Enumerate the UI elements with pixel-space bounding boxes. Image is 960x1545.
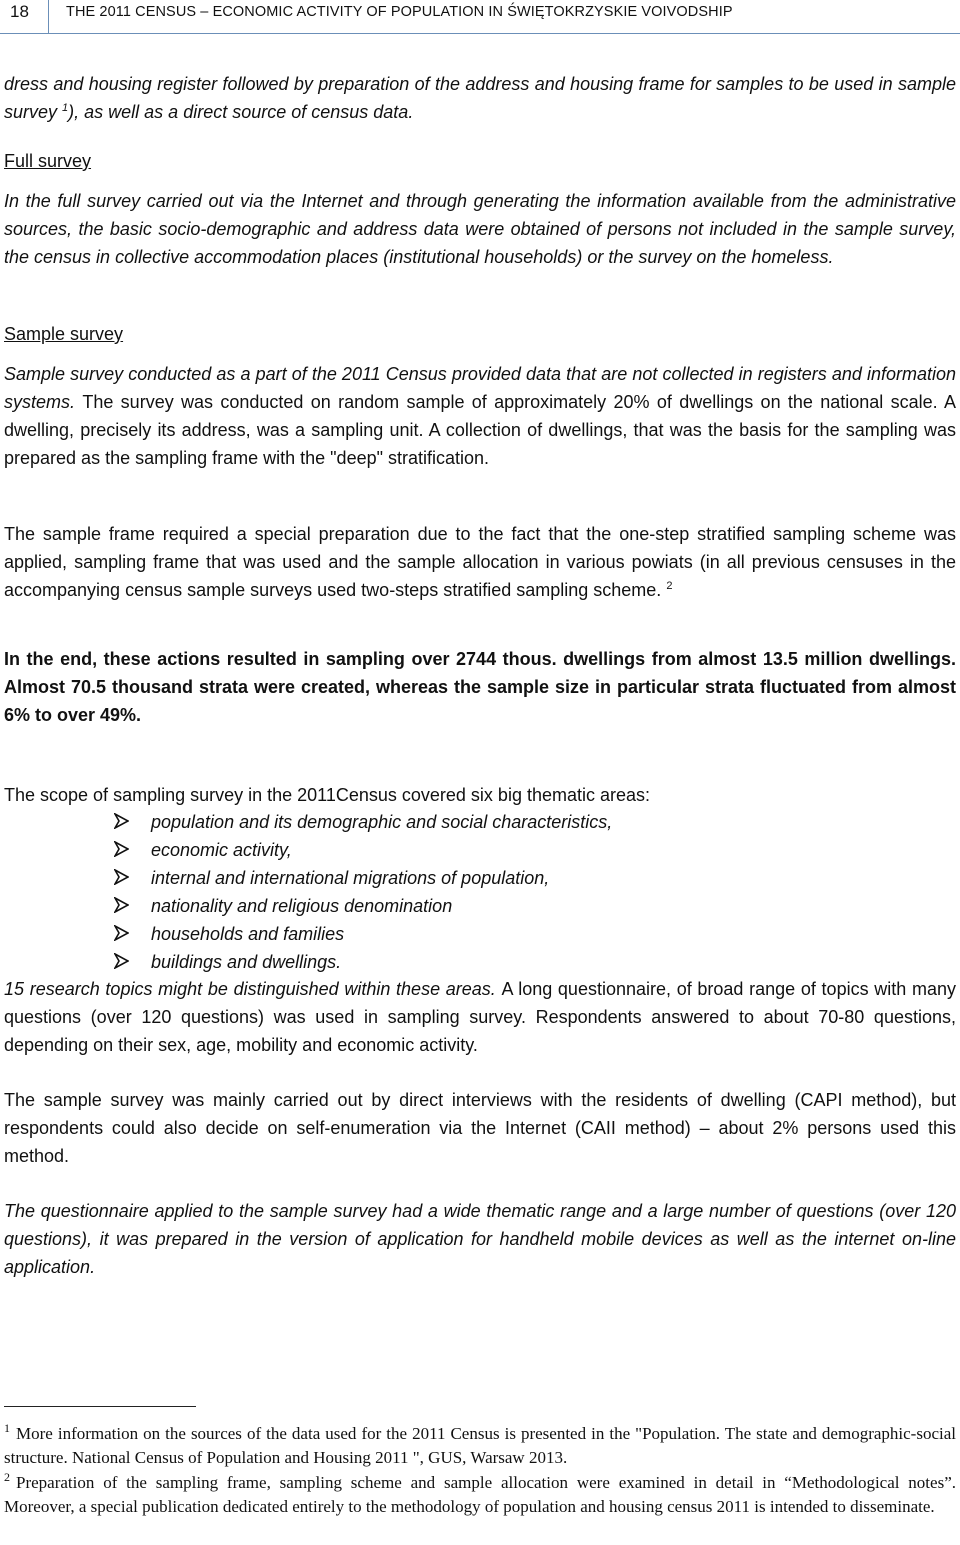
footnote-2 <box>4 1471 956 1519</box>
footnote-ref-1: 1 <box>62 102 69 114</box>
thematic-areas-list <box>114 808 612 976</box>
footnote-separator <box>4 1406 196 1407</box>
full-survey-heading: Full survey <box>4 151 92 171</box>
topics-text-a: 15 research topics might be distinguished within these areas. <box>4 979 496 999</box>
footnote-text-2: Preparation of the sampling frame, sampling scheme and sample allocation were examined in detail in “Methodological notes”. Moreover, a special publication dedicated entirely to the methodology of population and housing census 2011 is intended to disseminate. <box>4 1473 956 1516</box>
sample-survey-paragraph <box>4 360 956 472</box>
list-item: nationality and religious denomination <box>114 892 612 920</box>
frame-paragraph <box>4 520 956 604</box>
sample-survey-text-b: The survey was conducted on random sample of approximately 20% of dwellings on the national scale. A dwelling, precisely its address, was a sampling unit. A collection of dwellings, that was the basis for the sampling was prepared as the sampling frame with the "deep" stratification. <box>4 392 956 468</box>
list-item: internal and international migrations of population, <box>114 864 612 892</box>
results-paragraph: In the end, these actions resulted in sampling over 2744 thous. dwellings from almost 13.5 million dwellings. Almost 70.5 thousand strata were created, whereas the sample size in particular strata fluctuated from almost 6% to over 49%. <box>4 649 956 725</box>
arrow-bullet-icon <box>114 897 129 913</box>
intro-text-a: dress and housing register followed by preparation of the address and housing frame for samples to be used in sample survey <box>4 74 956 122</box>
sample-survey-heading: Sample survey <box>4 324 124 344</box>
arrow-bullet-icon <box>114 869 129 885</box>
page-number: 18 <box>10 0 49 33</box>
list-item: households and families <box>114 920 612 948</box>
full-survey-paragraph: In the full survey carried out via the Internet and through generating the information available from the administrative sources, the basic socio-demographic and address data were obtained of persons not included in the sample survey, the census in collective accommodation places (institutional households) or the survey on the homeless. <box>4 191 956 267</box>
capi-paragraph: The sample survey was mainly carried out by direct interviews with the residents of dwelling (CAPI method), but respondents could also decide on self-enumeration via the Internet (CAII method) – about 2% persons used this method. <box>4 1090 956 1166</box>
list-item: buildings and dwellings. <box>114 948 612 976</box>
sample-survey-text-a: Sample survey conducted as a part of the 2011 Census provided data that are not collected in registers and information systems. <box>4 364 956 412</box>
footnote-ref-2: 2 <box>666 580 673 592</box>
intro-text-b: ), as well as a direct source of census data. <box>68 102 414 122</box>
questionnaire-paragraph: The questionnaire applied to the sample survey had a wide thematic range and a large number of questions (over 120 questions), it was prepared in the version of application for handheld mobile devices as well as the internet on-line application. <box>4 1201 956 1277</box>
header-rule <box>0 33 960 34</box>
topics-text-b: A long questionnaire, of broad range of topics with many questions (over 120 questions) was used in sampling survey. Respondents answered to about 70-80 questions, depending on their sex, age, mobility and economic activity. <box>4 979 956 1055</box>
footnote-mark-1: 1 <box>4 1421 10 1435</box>
topics-paragraph <box>4 975 956 1059</box>
list-item: population and its demographic and social characteristics, <box>114 808 612 836</box>
footnote-mark-2: 2 <box>4 1470 10 1484</box>
footnote-text-1: More information on the sources of the data used for the 2011 Census is presented in the "Population. The state and demographic-social structure. National Census of Population and Housing 2011 ", GUS, Warsaw 2013. <box>4 1424 956 1467</box>
page-header <box>0 0 960 34</box>
arrow-bullet-icon <box>114 925 129 941</box>
scope-intro: The scope of sampling survey in the 2011Census covered six big thematic areas: <box>4 785 651 805</box>
arrow-bullet-icon <box>114 953 129 969</box>
running-title: THE 2011 CENSUS – ECONOMIC ACTIVITY OF POPULATION IN ŚWIĘTOKRZYSKIE VOIVODSHIP <box>66 4 733 20</box>
footnote-1 <box>4 1422 956 1470</box>
arrow-bullet-icon <box>114 813 129 829</box>
list-item: economic activity, <box>114 836 612 864</box>
intro-paragraph <box>4 70 956 126</box>
arrow-bullet-icon <box>114 841 129 857</box>
frame-text: The sample frame required a special preparation due to the fact that the one-step stratified sampling scheme was applied, sampling frame that was used and the sample allocation in various powiats (in all previous censuses in the accompanying census sample surveys used two-steps stratified sampling scheme. <box>4 524 956 600</box>
